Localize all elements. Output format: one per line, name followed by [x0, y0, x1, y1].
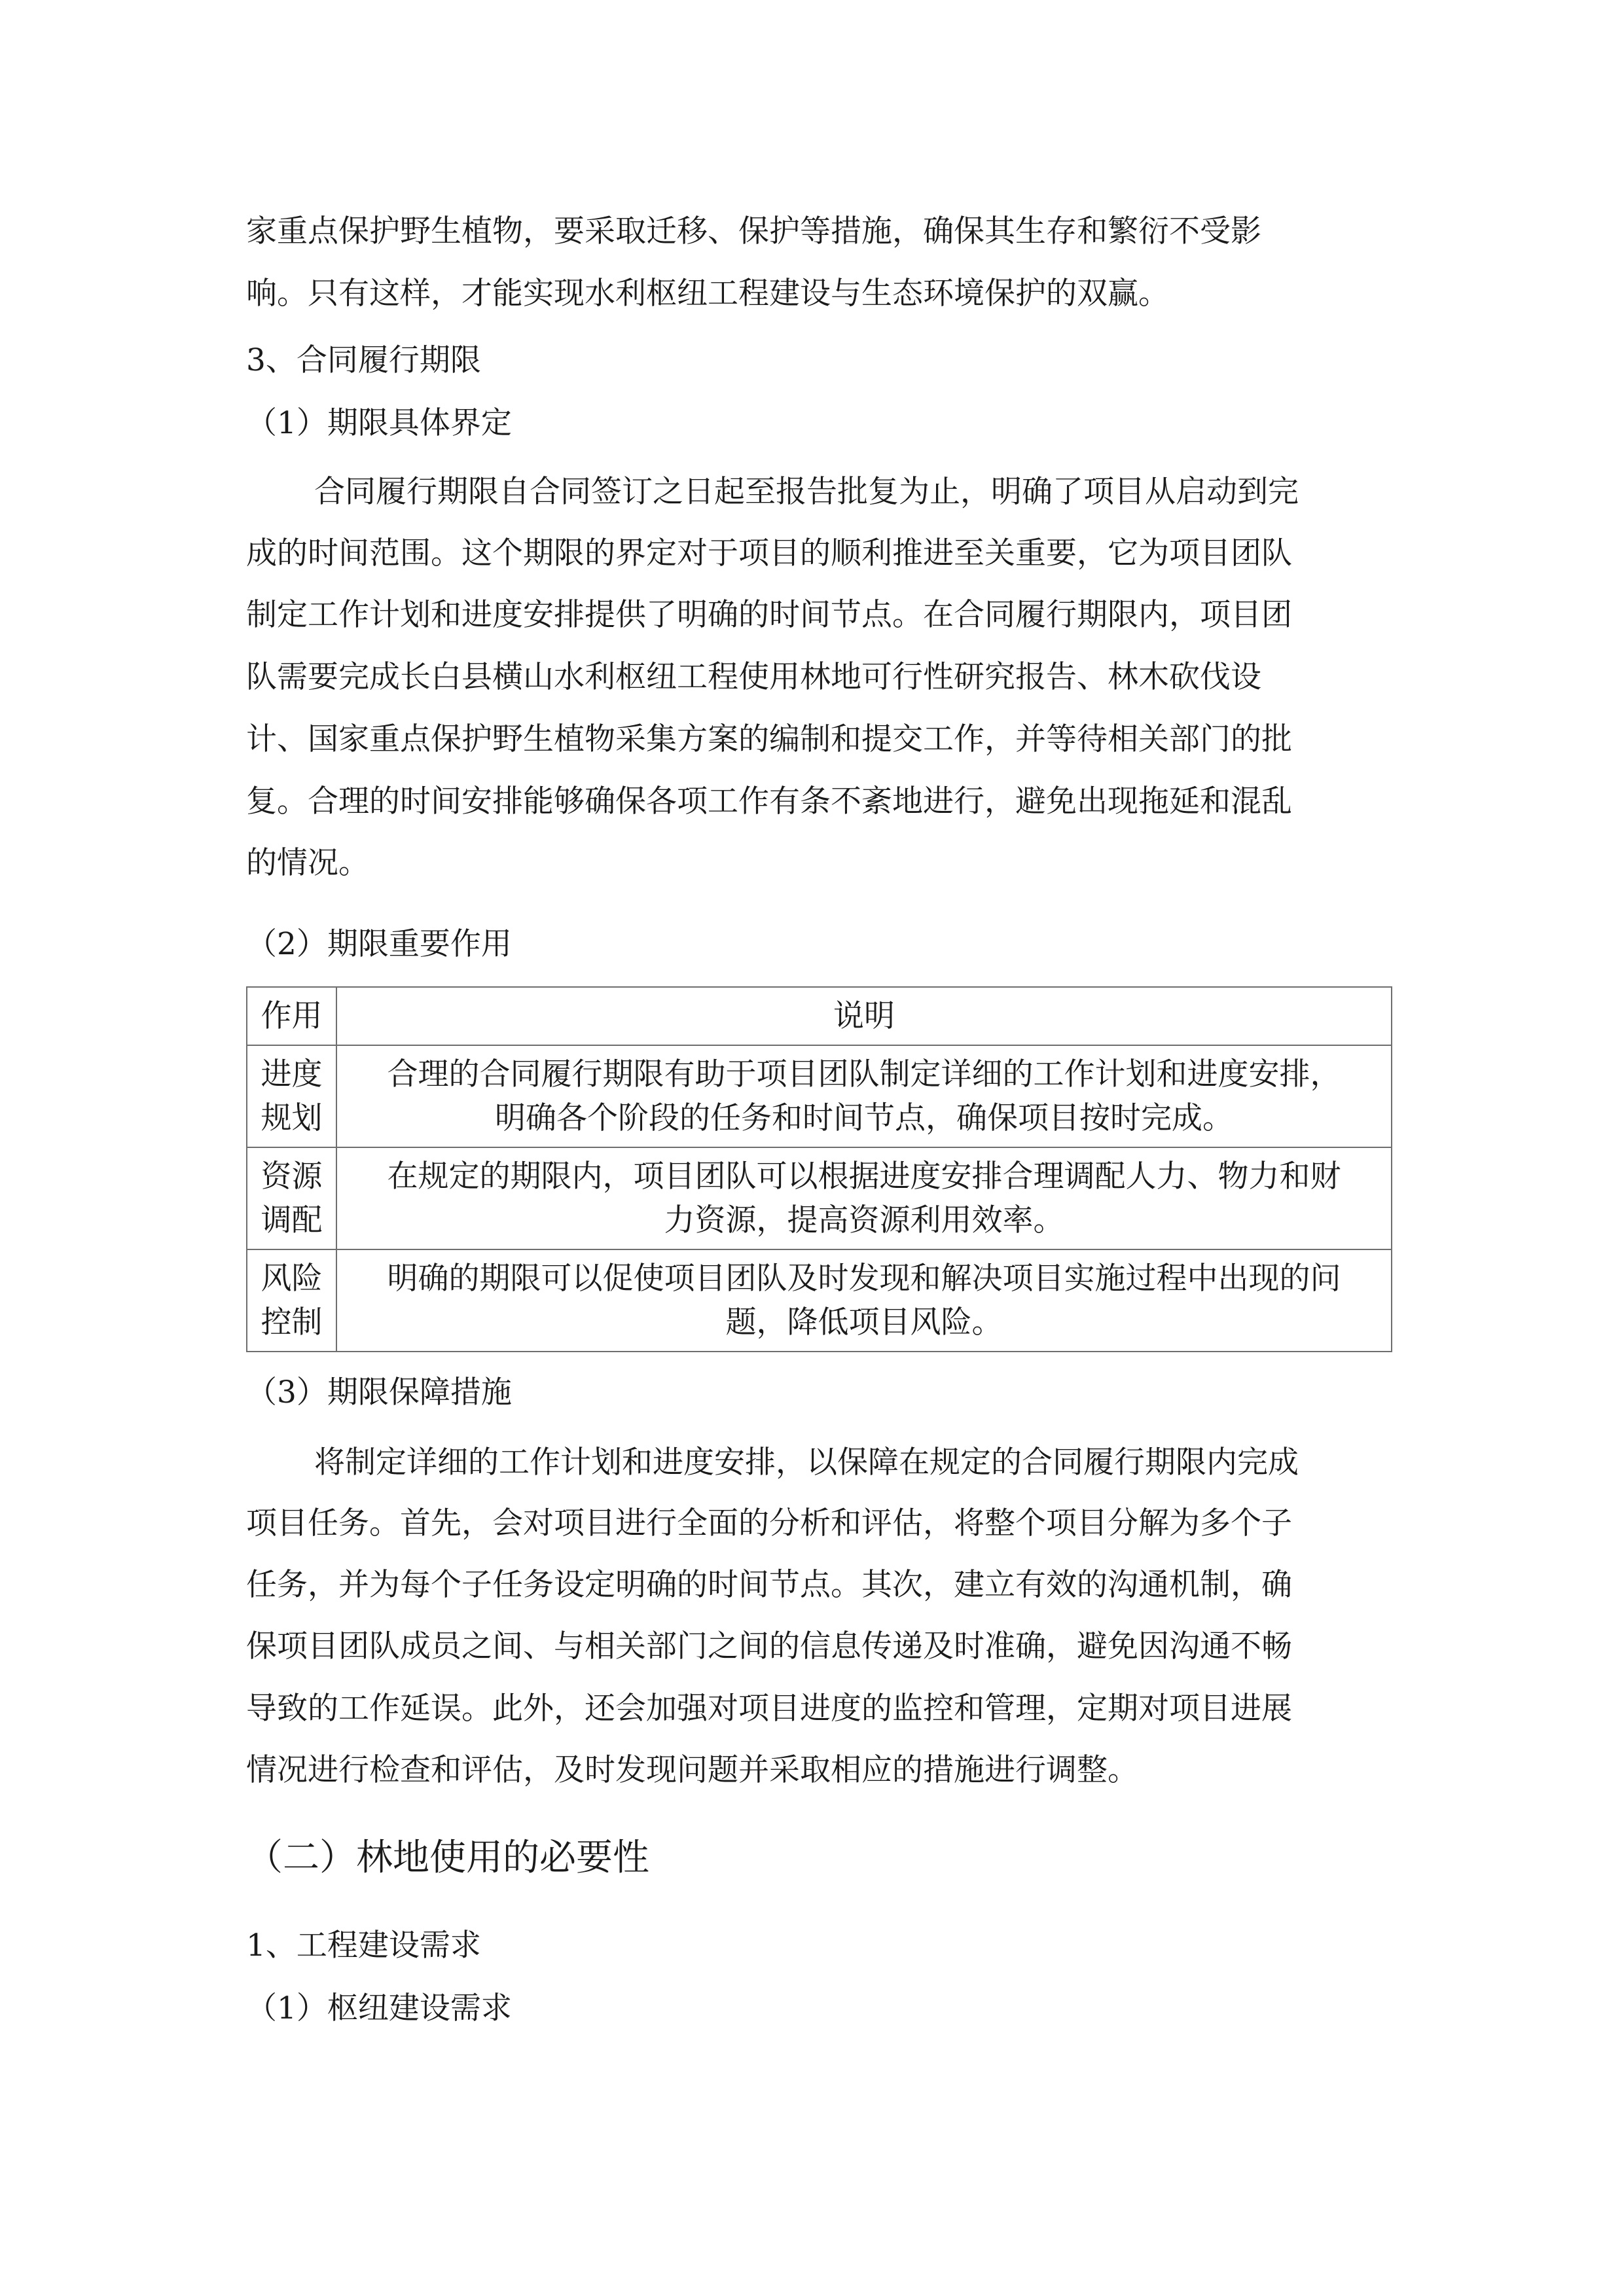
table-header-cell: 作用	[247, 987, 336, 1045]
body-line: 将制定详细的工作计划和进度安排，以保障在规定的合同履行期限内完成	[314, 1444, 1299, 1480]
table-cell-role: 资源 调配	[247, 1147, 336, 1249]
table-header-row	[247, 987, 1392, 1045]
subsection-heading: （1）期限具体界定	[246, 405, 512, 441]
body-line: 合同履行期限自合同签订之日起至报告批复为止，明确了项目从启动到完	[314, 474, 1299, 510]
body-line: 成的时间范围。这个期限的界定对于项目的顺利推进至关重要，它为项目团队	[246, 535, 1292, 571]
subsection-heading: （1）枢纽建设需求	[246, 1990, 512, 2026]
section-heading: 3、合同履行期限	[246, 342, 481, 378]
table-row	[247, 1147, 1392, 1249]
body-line: 任务，并为每个子任务设定明确的时间节点。其次，建立有效的沟通机制，确	[246, 1567, 1292, 1603]
body-line: 项目任务。首先，会对项目进行全面的分析和评估，将整个项目分解为多个子	[246, 1505, 1292, 1541]
body-line: 家重点保护野生植物，要采取迁移、保护等措施，确保其生存和繁衍不受影	[246, 213, 1261, 249]
body-line: 的情况。	[246, 845, 369, 881]
body-line: 情况进行检查和评估，及时发现问题并采取相应的措施进行调整。	[246, 1752, 1138, 1788]
table-cell-role: 进度 规划	[247, 1045, 336, 1147]
table-row	[247, 1249, 1392, 1352]
period-role-table	[246, 986, 1392, 1352]
body-line: 计、国家重点保护野生植物采集方案的编制和提交工作，并等待相关部门的批	[246, 721, 1292, 757]
section-heading: 1、工程建设需求	[246, 1928, 481, 1964]
table-header-cell: 说明	[336, 987, 1392, 1045]
chapter-heading: （二）林地使用的必要性	[246, 1837, 649, 1879]
table-cell-desc: 合理的合同履行期限有助于项目团队制定详细的工作计划和进度安排， 明确各个阶段的任务和时间节点，确保项目按时完成。	[336, 1045, 1392, 1147]
subsection-heading: （3）期限保障措施	[246, 1374, 512, 1410]
body-line: 制定工作计划和进度安排提供了明确的时间节点。在合同履行期限内，项目团	[246, 597, 1292, 633]
body-line: 复。合理的时间安排能够确保各项工作有条不紊地进行，避免出现拖延和混乱	[246, 783, 1292, 819]
table-cell-desc: 在规定的期限内，项目团队可以根据进度安排合理调配人力、物力和财 力资源，提高资源利用效率。	[336, 1147, 1392, 1249]
body-line: 保项目团队成员之间、与相关部门之间的信息传递及时准确，避免因沟通不畅	[246, 1628, 1292, 1664]
subsection-heading: （2）期限重要作用	[246, 926, 512, 962]
body-line: 响。只有这样，才能实现水利枢纽工程建设与生态环境保护的双赢。	[246, 276, 1169, 312]
body-line: 导致的工作延误。此外，还会加强对项目进度的监控和管理，定期对项目进展	[246, 1691, 1292, 1727]
table-cell-desc: 明确的期限可以促使项目团队及时发现和解决项目实施过程中出现的问 题，降低项目风险。	[336, 1249, 1392, 1352]
table-row	[247, 1045, 1392, 1147]
body-line: 队需要完成长白县横山水利枢纽工程使用林地可行性研究报告、林木砍伐设	[246, 659, 1261, 695]
table-cell-role: 风险 控制	[247, 1249, 336, 1352]
